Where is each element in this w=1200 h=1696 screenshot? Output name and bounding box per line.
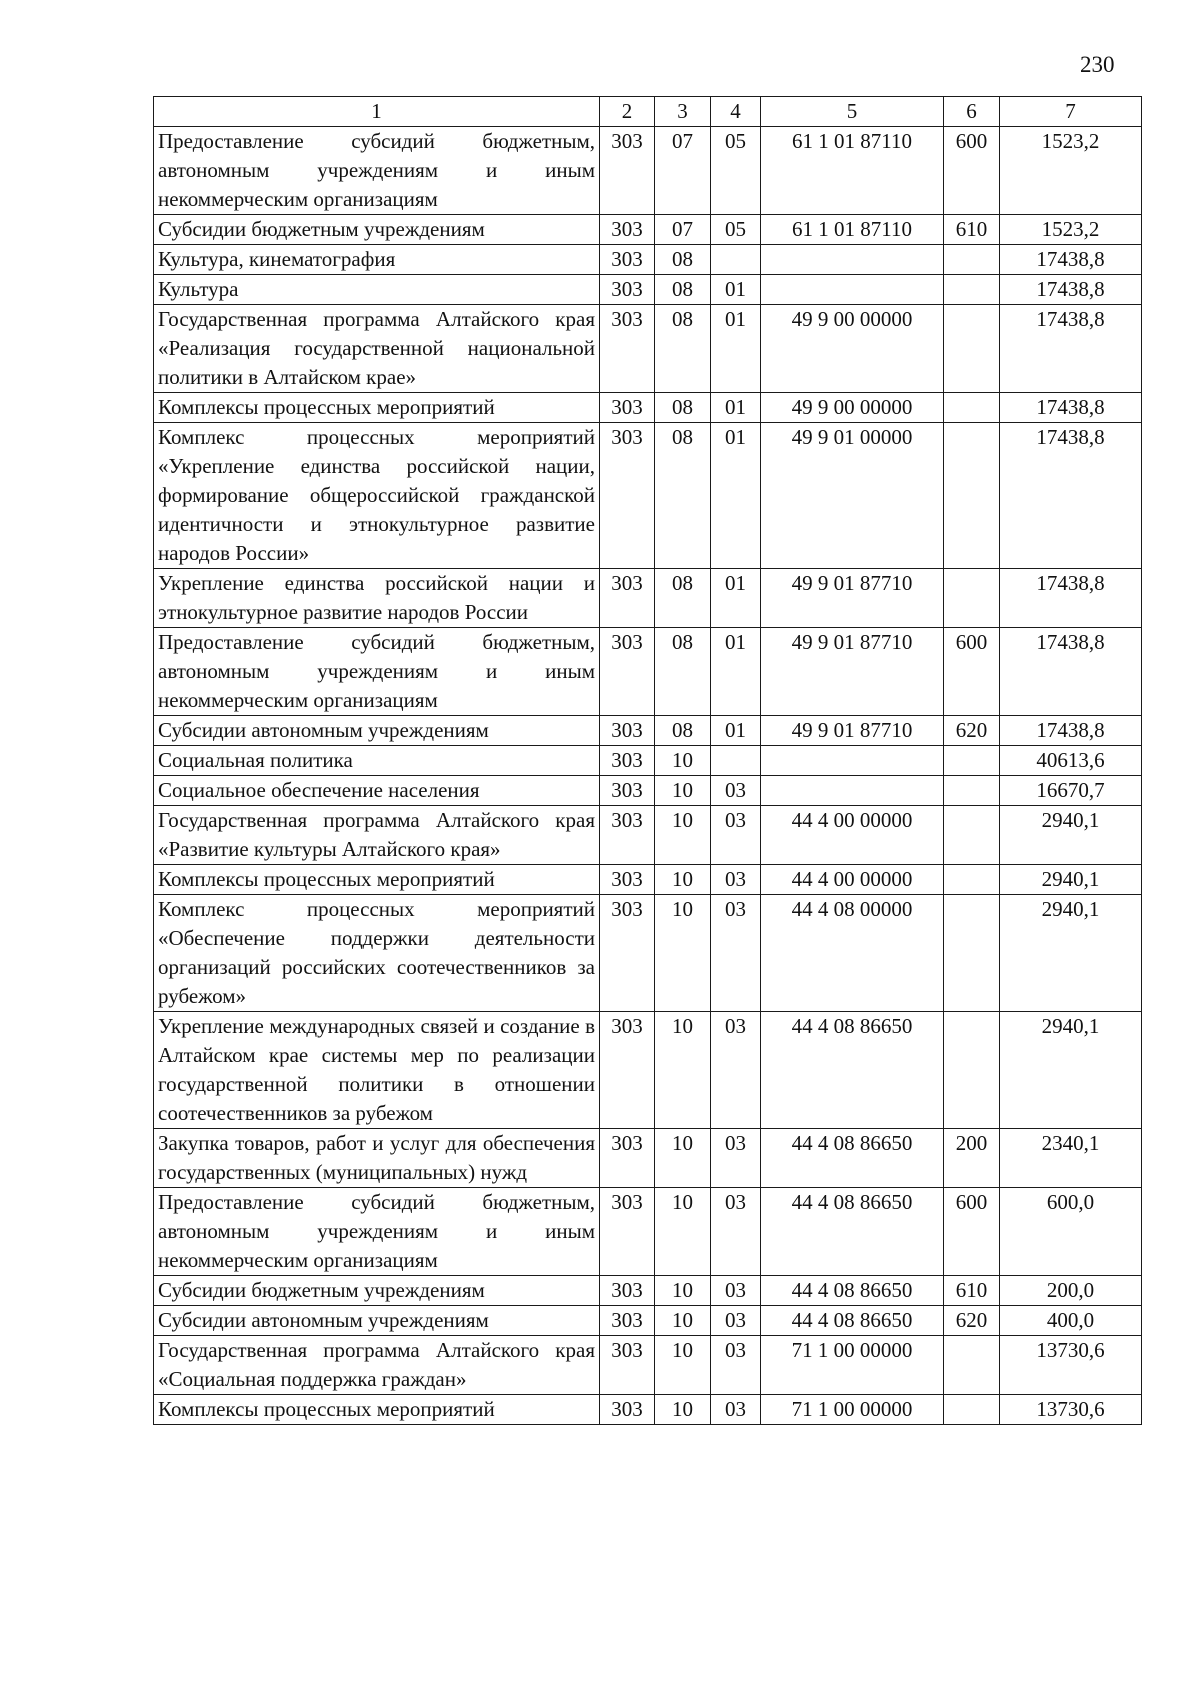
table-row bbox=[154, 569, 1142, 628]
cell-expense-type bbox=[944, 895, 1000, 1012]
cell-expense-type bbox=[944, 569, 1000, 628]
budget-table bbox=[153, 96, 1142, 1425]
cell-admin-code: 303 bbox=[600, 1276, 655, 1306]
cell-amount: 2940,1 bbox=[1000, 1012, 1142, 1129]
cell-admin-code: 303 bbox=[600, 1336, 655, 1395]
cell-row-name: Комплексы процессных мероприятий bbox=[154, 865, 600, 895]
cell-target-article: 49 9 01 00000 bbox=[761, 423, 944, 569]
cell-target-article: 71 1 00 00000 bbox=[761, 1336, 944, 1395]
cell-target-article: 44 4 08 86650 bbox=[761, 1276, 944, 1306]
header-col-4: 4 bbox=[711, 97, 761, 127]
cell-amount: 200,0 bbox=[1000, 1276, 1142, 1306]
cell-section-code: 10 bbox=[655, 1276, 711, 1306]
cell-target-article: 44 4 08 86650 bbox=[761, 1306, 944, 1336]
header-col-3: 3 bbox=[655, 97, 711, 127]
cell-amount: 2940,1 bbox=[1000, 806, 1142, 865]
cell-expense-type bbox=[944, 275, 1000, 305]
cell-row-name: Комплекс процессных мероприятий «Укрепление единства российской нации, формирование общероссийской гражданской идентичности и этнокультурное развитие народов России» bbox=[154, 423, 600, 569]
table-row bbox=[154, 275, 1142, 305]
cell-row-name: Предоставление субсидий бюджетным, автономным учреждениям и иным некоммерческим организациям bbox=[154, 628, 600, 716]
cell-expense-type: 200 bbox=[944, 1129, 1000, 1188]
cell-expense-type: 600 bbox=[944, 1188, 1000, 1276]
cell-section-code: 10 bbox=[655, 1129, 711, 1188]
cell-admin-code: 303 bbox=[600, 1012, 655, 1129]
cell-section-code: 10 bbox=[655, 865, 711, 895]
cell-row-name: Культура, кинематография bbox=[154, 245, 600, 275]
cell-row-name: Закупка товаров, работ и услуг для обеспечения государственных (муниципальных) нужд bbox=[154, 1129, 600, 1188]
cell-amount: 400,0 bbox=[1000, 1306, 1142, 1336]
cell-admin-code: 303 bbox=[600, 215, 655, 245]
cell-subsection-code: 03 bbox=[711, 1306, 761, 1336]
cell-admin-code: 303 bbox=[600, 746, 655, 776]
cell-target-article: 44 4 08 86650 bbox=[761, 1188, 944, 1276]
cell-expense-type bbox=[944, 746, 1000, 776]
header-col-7: 7 bbox=[1000, 97, 1142, 127]
table-row bbox=[154, 865, 1142, 895]
cell-amount: 600,0 bbox=[1000, 1188, 1142, 1276]
cell-expense-type bbox=[944, 806, 1000, 865]
cell-subsection-code: 05 bbox=[711, 127, 761, 215]
cell-amount: 1523,2 bbox=[1000, 127, 1142, 215]
table-row bbox=[154, 776, 1142, 806]
cell-amount: 13730,6 bbox=[1000, 1395, 1142, 1425]
cell-subsection-code: 03 bbox=[711, 1395, 761, 1425]
cell-subsection-code: 03 bbox=[711, 1336, 761, 1395]
cell-admin-code: 303 bbox=[600, 776, 655, 806]
cell-admin-code: 303 bbox=[600, 1306, 655, 1336]
cell-subsection-code bbox=[711, 245, 761, 275]
cell-row-name: Предоставление субсидий бюджетным, автономным учреждениям и иным некоммерческим организациям bbox=[154, 127, 600, 215]
table-row bbox=[154, 245, 1142, 275]
header-col-2: 2 bbox=[600, 97, 655, 127]
table-row bbox=[154, 628, 1142, 716]
cell-admin-code: 303 bbox=[600, 716, 655, 746]
cell-target-article: 49 9 00 00000 bbox=[761, 393, 944, 423]
cell-target-article: 44 4 00 00000 bbox=[761, 865, 944, 895]
cell-subsection-code: 05 bbox=[711, 215, 761, 245]
cell-section-code: 08 bbox=[655, 275, 711, 305]
cell-expense-type bbox=[944, 1395, 1000, 1425]
table-header bbox=[154, 97, 1142, 127]
cell-section-code: 08 bbox=[655, 305, 711, 393]
cell-amount: 16670,7 bbox=[1000, 776, 1142, 806]
cell-subsection-code: 01 bbox=[711, 569, 761, 628]
table-row bbox=[154, 423, 1142, 569]
cell-row-name: Предоставление субсидий бюджетным, автономным учреждениям и иным некоммерческим организациям bbox=[154, 1188, 600, 1276]
cell-row-name: Комплексы процессных мероприятий bbox=[154, 393, 600, 423]
table-row bbox=[154, 1306, 1142, 1336]
cell-amount: 40613,6 bbox=[1000, 746, 1142, 776]
cell-amount: 2940,1 bbox=[1000, 895, 1142, 1012]
cell-amount: 17438,8 bbox=[1000, 245, 1142, 275]
cell-subsection-code: 03 bbox=[711, 1012, 761, 1129]
cell-admin-code: 303 bbox=[600, 245, 655, 275]
table-body bbox=[154, 127, 1142, 1425]
cell-target-article: 44 4 08 86650 bbox=[761, 1012, 944, 1129]
page-number: 230 bbox=[1080, 52, 1115, 77]
cell-target-article: 44 4 00 00000 bbox=[761, 806, 944, 865]
cell-amount: 17438,8 bbox=[1000, 628, 1142, 716]
cell-row-name: Субсидии автономным учреждениям bbox=[154, 1306, 600, 1336]
cell-amount: 17438,8 bbox=[1000, 305, 1142, 393]
cell-section-code: 10 bbox=[655, 1188, 711, 1276]
cell-target-article bbox=[761, 245, 944, 275]
cell-section-code: 10 bbox=[655, 1336, 711, 1395]
cell-subsection-code: 03 bbox=[711, 1129, 761, 1188]
cell-row-name: Государственная программа Алтайского края «Реализация государственной национальной политики в Алтайском крае» bbox=[154, 305, 600, 393]
cell-target-article: 49 9 01 87710 bbox=[761, 628, 944, 716]
cell-target-article bbox=[761, 746, 944, 776]
cell-expense-type: 610 bbox=[944, 215, 1000, 245]
cell-row-name: Социальная политика bbox=[154, 746, 600, 776]
cell-target-article: 49 9 00 00000 bbox=[761, 305, 944, 393]
cell-amount: 1523,2 bbox=[1000, 215, 1142, 245]
cell-amount: 17438,8 bbox=[1000, 275, 1142, 305]
cell-row-name: Государственная программа Алтайского края «Развитие культуры Алтайского края» bbox=[154, 806, 600, 865]
cell-amount: 17438,8 bbox=[1000, 423, 1142, 569]
table-row bbox=[154, 1276, 1142, 1306]
cell-section-code: 07 bbox=[655, 127, 711, 215]
cell-target-article: 61 1 01 87110 bbox=[761, 215, 944, 245]
cell-subsection-code: 01 bbox=[711, 423, 761, 569]
table-row bbox=[154, 1395, 1142, 1425]
cell-admin-code: 303 bbox=[600, 1395, 655, 1425]
cell-row-name: Субсидии бюджетным учреждениям bbox=[154, 215, 600, 245]
cell-expense-type bbox=[944, 1336, 1000, 1395]
cell-amount: 13730,6 bbox=[1000, 1336, 1142, 1395]
cell-subsection-code: 01 bbox=[711, 305, 761, 393]
cell-row-name: Укрепление международных связей и создание в Алтайском крае системы мер по реализации государственной политики в отношении соотечественников за рубежом bbox=[154, 1012, 600, 1129]
cell-expense-type: 600 bbox=[944, 127, 1000, 215]
cell-row-name: Комплексы процессных мероприятий bbox=[154, 1395, 600, 1425]
cell-subsection-code: 03 bbox=[711, 776, 761, 806]
cell-admin-code: 303 bbox=[600, 806, 655, 865]
cell-subsection-code: 01 bbox=[711, 275, 761, 305]
header-row bbox=[154, 97, 1142, 127]
cell-admin-code: 303 bbox=[600, 865, 655, 895]
cell-target-article: 71 1 00 00000 bbox=[761, 1395, 944, 1425]
cell-subsection-code bbox=[711, 746, 761, 776]
cell-row-name: Государственная программа Алтайского края «Социальная поддержка граждан» bbox=[154, 1336, 600, 1395]
table-row bbox=[154, 806, 1142, 865]
cell-section-code: 10 bbox=[655, 746, 711, 776]
cell-row-name: Субсидии автономным учреждениям bbox=[154, 716, 600, 746]
cell-subsection-code: 01 bbox=[711, 393, 761, 423]
cell-subsection-code: 03 bbox=[711, 895, 761, 1012]
cell-subsection-code: 01 bbox=[711, 716, 761, 746]
cell-amount: 2940,1 bbox=[1000, 865, 1142, 895]
cell-section-code: 10 bbox=[655, 776, 711, 806]
cell-section-code: 08 bbox=[655, 569, 711, 628]
table-row bbox=[154, 895, 1142, 1012]
table-row bbox=[154, 746, 1142, 776]
cell-admin-code: 303 bbox=[600, 895, 655, 1012]
cell-amount: 17438,8 bbox=[1000, 569, 1142, 628]
cell-section-code: 08 bbox=[655, 716, 711, 746]
cell-section-code: 08 bbox=[655, 628, 711, 716]
cell-admin-code: 303 bbox=[600, 628, 655, 716]
cell-expense-type bbox=[944, 393, 1000, 423]
table-row bbox=[154, 1012, 1142, 1129]
cell-subsection-code: 03 bbox=[711, 865, 761, 895]
table-row bbox=[154, 215, 1142, 245]
table-row bbox=[154, 305, 1142, 393]
cell-expense-type bbox=[944, 305, 1000, 393]
cell-target-article bbox=[761, 776, 944, 806]
cell-admin-code: 303 bbox=[600, 1188, 655, 1276]
cell-section-code: 10 bbox=[655, 1395, 711, 1425]
table-row bbox=[154, 127, 1142, 215]
cell-subsection-code: 03 bbox=[711, 806, 761, 865]
cell-admin-code: 303 bbox=[600, 393, 655, 423]
cell-expense-type bbox=[944, 1012, 1000, 1129]
header-col-6: 6 bbox=[944, 97, 1000, 127]
table-row bbox=[154, 1129, 1142, 1188]
cell-admin-code: 303 bbox=[600, 1129, 655, 1188]
cell-row-name: Комплекс процессных мероприятий «Обеспечение поддержки деятельности организаций российских соотечественников за рубежом» bbox=[154, 895, 600, 1012]
cell-admin-code: 303 bbox=[600, 569, 655, 628]
cell-section-code: 08 bbox=[655, 245, 711, 275]
cell-expense-type: 620 bbox=[944, 716, 1000, 746]
cell-amount: 17438,8 bbox=[1000, 716, 1142, 746]
cell-target-article bbox=[761, 275, 944, 305]
cell-section-code: 10 bbox=[655, 1012, 711, 1129]
cell-row-name: Культура bbox=[154, 275, 600, 305]
cell-expense-type: 610 bbox=[944, 1276, 1000, 1306]
cell-section-code: 07 bbox=[655, 215, 711, 245]
cell-subsection-code: 01 bbox=[711, 628, 761, 716]
cell-subsection-code: 03 bbox=[711, 1276, 761, 1306]
table-row bbox=[154, 393, 1142, 423]
cell-amount: 2340,1 bbox=[1000, 1129, 1142, 1188]
header-col-1: 1 bbox=[154, 97, 600, 127]
cell-target-article: 49 9 01 87710 bbox=[761, 569, 944, 628]
cell-subsection-code: 03 bbox=[711, 1188, 761, 1276]
cell-target-article: 44 4 08 00000 bbox=[761, 895, 944, 1012]
cell-row-name: Социальное обеспечение населения bbox=[154, 776, 600, 806]
table-row bbox=[154, 1188, 1142, 1276]
cell-expense-type bbox=[944, 245, 1000, 275]
table-row bbox=[154, 716, 1142, 746]
cell-row-name: Укрепление единства российской нации и этнокультурное развитие народов России bbox=[154, 569, 600, 628]
cell-section-code: 08 bbox=[655, 393, 711, 423]
cell-target-article: 44 4 08 86650 bbox=[761, 1129, 944, 1188]
cell-section-code: 10 bbox=[655, 806, 711, 865]
cell-target-article: 61 1 01 87110 bbox=[761, 127, 944, 215]
cell-admin-code: 303 bbox=[600, 127, 655, 215]
cell-admin-code: 303 bbox=[600, 275, 655, 305]
cell-row-name: Субсидии бюджетным учреждениям bbox=[154, 1276, 600, 1306]
cell-expense-type bbox=[944, 423, 1000, 569]
cell-section-code: 08 bbox=[655, 423, 711, 569]
cell-amount: 17438,8 bbox=[1000, 393, 1142, 423]
table-row bbox=[154, 1336, 1142, 1395]
cell-admin-code: 303 bbox=[600, 423, 655, 569]
cell-expense-type bbox=[944, 776, 1000, 806]
cell-expense-type: 600 bbox=[944, 628, 1000, 716]
cell-section-code: 10 bbox=[655, 1306, 711, 1336]
cell-target-article: 49 9 01 87710 bbox=[761, 716, 944, 746]
cell-expense-type bbox=[944, 865, 1000, 895]
cell-expense-type: 620 bbox=[944, 1306, 1000, 1336]
cell-admin-code: 303 bbox=[600, 305, 655, 393]
header-col-5: 5 bbox=[761, 97, 944, 127]
cell-section-code: 10 bbox=[655, 895, 711, 1012]
